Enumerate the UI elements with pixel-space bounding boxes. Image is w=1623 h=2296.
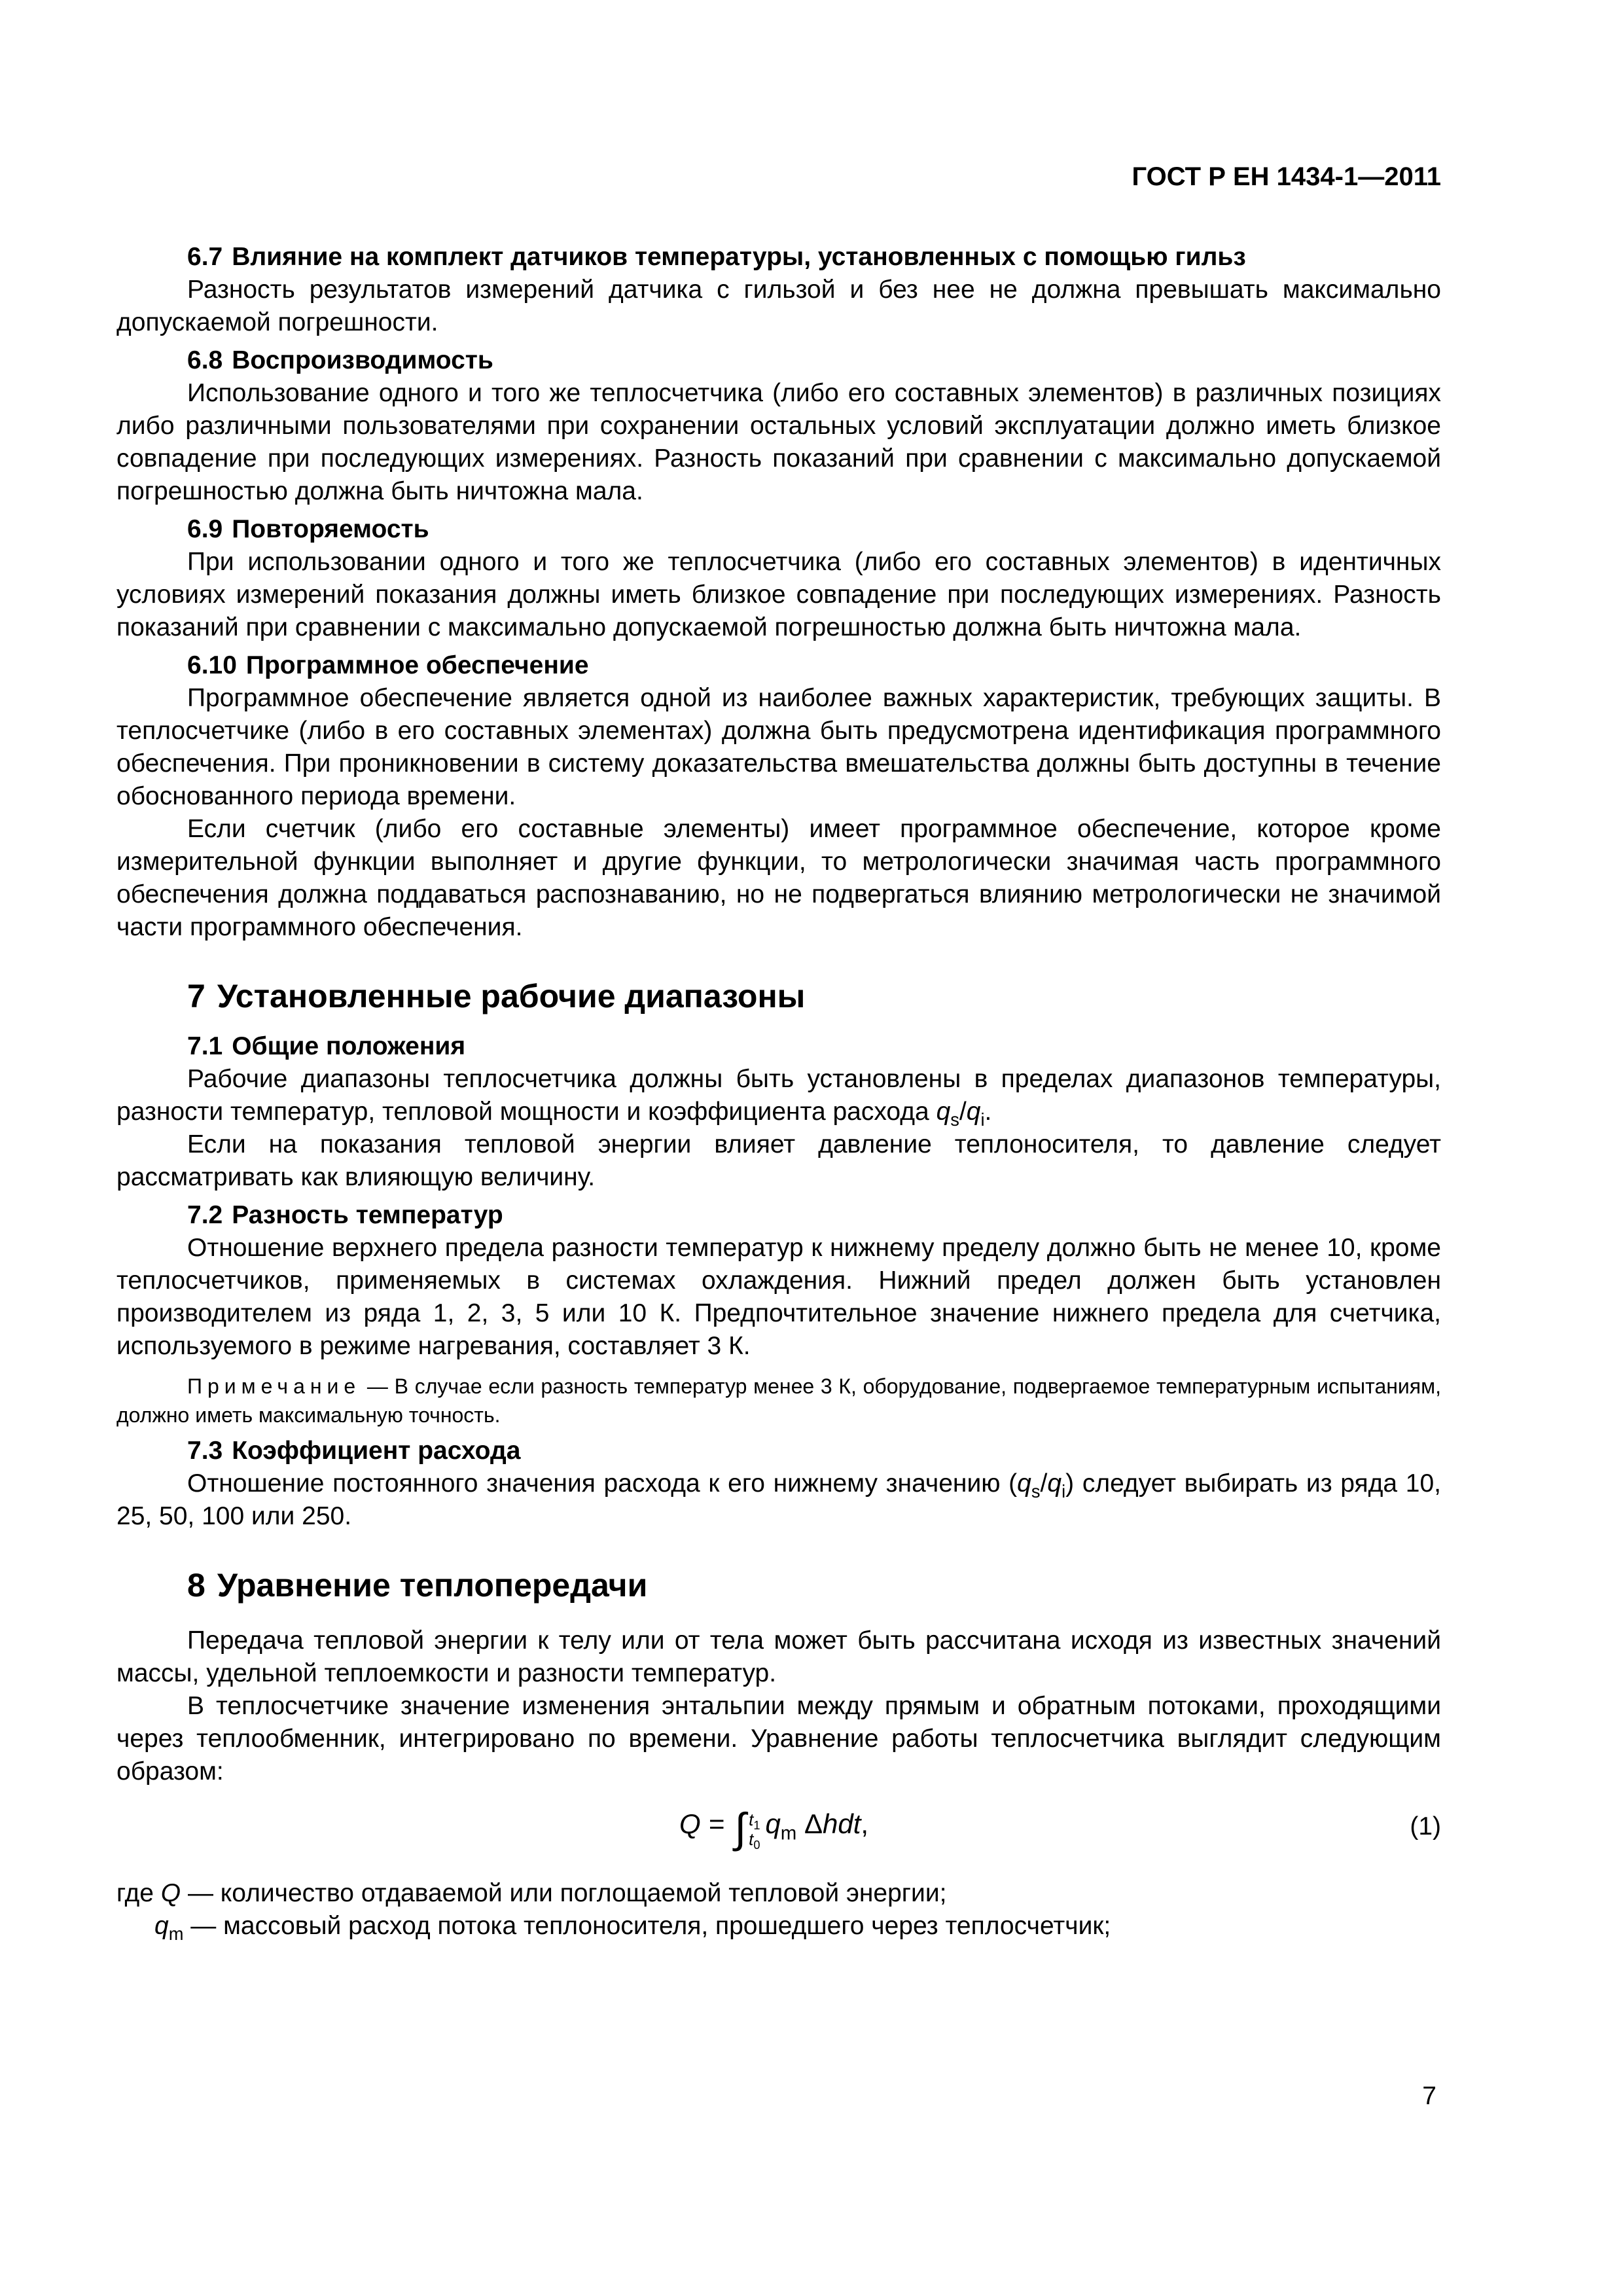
section-7-2-note: Примечание — В случае если разность температур менее 3 К, оборудование, подвергаемое температурным испытаниям, должно иметь максимальную точность.: [116, 1374, 1441, 1427]
integral-icon: ∫: [734, 1804, 747, 1852]
document-code: ГОСТ Р ЕН 1434-1—2011: [1132, 162, 1441, 191]
where-line-1: где Q — количество отдаваемой или поглощаемой тепловой энергии;: [116, 1879, 947, 1907]
section-7-2-paragraph: Отношение верхнего предела разности температур к нижнему пределу должно быть не менее 10, кроме теплосчетчиков, применяемых в системах охлаждения. Нижний предел должен быть установлен производителем из ряда 1, 2, 3, 5 или 10 К. Предпочтительное значение нижнего предела для счетчика, используемого в режиме нагревания, составляет 3 К.: [116, 1234, 1441, 1360]
page-number: 7: [1422, 2082, 1436, 2110]
section-7-3-paragraph: Отношение постоянного значения расхода к его нижнему значению $(q_s/q_i)$ следует выбирать из ряда 10, 25, 50, 100 или 250.: [116, 1469, 1441, 1530]
section-6-7-paragraph: Разность результатов измерений датчика с гильзой и без нее не должна превышать максимально допускаемой погрешности.: [116, 276, 1441, 336]
section-6-10-heading: 6.10 Программное обеспечение: [187, 651, 589, 679]
equation-1-formula: Q = ∫ $t_1$ $t_0$ $q_m$ Δhdt,: [679, 1804, 869, 1852]
section-7-1-paragraph-1: Рабочие диапазоны теплосчетчика должны быть установлены в пределах диапазонов температуры, разности температур, тепловой мощности и коэффициента расхода $q_s/q_i$.: [116, 1065, 1441, 1130]
equation-1-number: (1): [1410, 1812, 1441, 1840]
section-6-10-paragraph-2: Если счетчик (либо его составные элементы) имеет программное обеспечение, которое кроме измерительной функции выполняет и другие функции, то метрологически значимая часть программного обеспечения должна поддаваться распознаванию, но не подвергаться влиянию метрологически не значимой части программного обеспечения.: [116, 815, 1441, 941]
section-7-3-heading: 7.3 Коэффициент расхода: [187, 1437, 521, 1465]
section-6-8-paragraph: Использование одного и того же теплосчетчика (либо его составных элементов) в различных позициях либо различными пользователями при сохранении остальных условий эксплуатации должно иметь близкое совпадение при последующих измерениях. Разность показаний при сравнении с максимально допускаемой погрешностью должна быть ничтожна мала.: [116, 379, 1441, 505]
section-7-heading: 7 Установленные рабочие диапазоны: [187, 978, 806, 1014]
where-line-2: $q_m$ — массовый расход потока теплоносителя, прошедшего через теплосчетчик;: [154, 1912, 1111, 1944]
page-content: [116, 241, 1441, 1943]
section-7-1-paragraph-2: Если на показания тепловой энергии влияет давление теплоносителя, то давление следует рассматривать как влияющую величину.: [116, 1130, 1441, 1191]
section-7-2-heading: 7.2 Разность температур: [187, 1201, 503, 1229]
section-8-paragraph-2: В теплосчетчике значение изменения энтальпии между прямым и обратным потоками, проходящими через теплообменник, интегрировано по времени. Уравнение работы теплосчетчика выглядит следующим образом:: [116, 1692, 1441, 1785]
section-7-1-heading: 7.1 Общие положения: [187, 1032, 466, 1060]
section-8-heading: 8 Уравнение теплопередачи: [187, 1567, 648, 1604]
section-6-10-paragraph-1: Программное обеспечение является одной из наиболее важных характеристик, требующих защиты. В теплосчетчике (либо в его составных элементах) должна быть предусмотрена идентификация программного обеспечения. При проникновении в систему доказательства вмешательства должны быть доступны в течение обоснованного периода времени.: [116, 684, 1441, 810]
section-6-9-heading: 6.9 Повторяемость: [187, 515, 429, 543]
integral-limits: $t_1$ $t_0$: [749, 1810, 760, 1852]
section-6-9-paragraph: При использовании одного и того же теплосчетчика (либо его составных элементов) в идентичных условиях измерений показания должны иметь близкое совпадение при последующих измерениях. Разность показаний при сравнении с максимально допускаемой погрешностью должна быть ничтожна мала.: [116, 548, 1441, 641]
equation-1: [116, 1795, 1441, 1873]
section-6-7-heading: 6.7 Влияние на комплект датчиков температуры, установленных с помощью гильз: [187, 243, 1246, 271]
section-6-8-heading: 6.8 Воспроизводимость: [187, 346, 493, 374]
section-8-paragraph-1: Передача тепловой энергии к телу или от тела может быть рассчитана исходя из известных значений массы, удельной теплоемкости и разности температур.: [116, 1626, 1441, 1687]
